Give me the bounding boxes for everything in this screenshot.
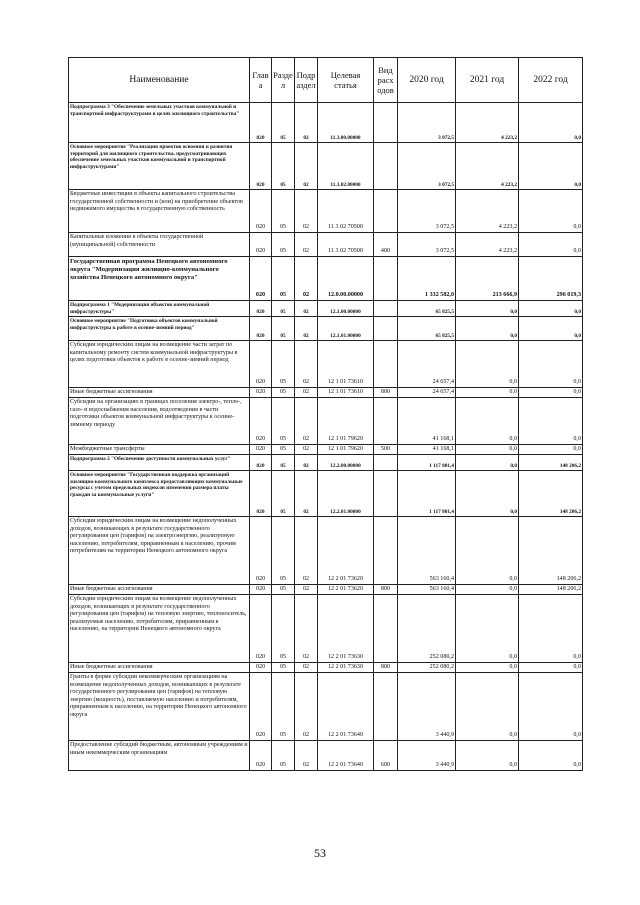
cell-2020: 24 657,4: [398, 388, 456, 398]
table-row: [69, 257, 583, 301]
cell-name: Подпрограмма 3 "Обеспечение земельных участков коммунальной и транспортной инфраструктурами в целях жилищного строительства": [69, 103, 250, 143]
cell-glava: 020: [250, 257, 272, 301]
cell-razdel: 05: [272, 595, 295, 663]
cell-podrazdel: 02: [295, 398, 318, 445]
cell-statya: 12 2 01 73640: [318, 673, 374, 741]
cell-2020: 3 440,9: [398, 741, 456, 771]
cell-2021: 0,0: [456, 471, 519, 517]
cell-podrazdel: 02: [295, 257, 318, 301]
cell-vid: [374, 103, 398, 143]
cell-2022: 148 206,2: [519, 517, 583, 585]
cell-podrazdel: 02: [295, 455, 318, 471]
cell-2021: 4 223,2: [456, 143, 519, 190]
cell-razdel: 05: [272, 257, 295, 301]
cell-podrazdel: 02: [295, 585, 318, 595]
cell-name: Подпрограмма 2 "Обеспечение доступности коммунальных услуг": [69, 455, 250, 471]
cell-vid: 800: [374, 388, 398, 398]
cell-glava: 020: [250, 517, 272, 585]
cell-2022: 148 206,2: [519, 455, 583, 471]
cell-2020: 65 825,5: [398, 301, 456, 317]
cell-statya: 12.2.01.00000: [318, 471, 374, 517]
table-row: [69, 673, 583, 741]
cell-glava: 020: [250, 673, 272, 741]
cell-vid: [374, 517, 398, 585]
cell-glava: 020: [250, 663, 272, 673]
table-row: [69, 233, 583, 257]
cell-2021: 0,0: [456, 585, 519, 595]
cell-podrazdel: 02: [295, 103, 318, 143]
cell-statya: 12.1.01.00000: [318, 317, 374, 341]
cell-statya: 11.3.02.00000: [318, 143, 374, 190]
cell-2020: 3 072,5: [398, 190, 456, 233]
cell-glava: 020: [250, 103, 272, 143]
cell-razdel: 05: [272, 663, 295, 673]
table-row: [69, 585, 583, 595]
cell-razdel: 05: [272, 143, 295, 190]
cell-razdel: 05: [272, 471, 295, 517]
table-row: [69, 103, 583, 143]
cell-name: Иные бюджетные ассигнования: [69, 388, 250, 398]
cell-glava: 020: [250, 341, 272, 388]
page-number: 53: [314, 846, 326, 860]
cell-statya: 11.3.00.00000: [318, 103, 374, 143]
cell-podrazdel: 02: [295, 741, 318, 771]
cell-glava: 020: [250, 190, 272, 233]
cell-name: Подпрограмма 1 "Модернизация объектов коммунальной инфраструктуры": [69, 301, 250, 317]
cell-name: Межбюджетные трансферты: [69, 445, 250, 455]
cell-name: Основное мероприятие "Реализация проектов освоения и развития территорий для жилищного строительства, предусматривающих обеспечение земельных участков коммунальной и транспортной инфраструктурами": [69, 143, 250, 190]
cell-2021: 213 666,9: [456, 257, 519, 301]
cell-name: Капитальные вложения в объекты государственной (муниципальной) собственности: [69, 233, 250, 257]
cell-2022: 0,0: [519, 595, 583, 663]
table-row: [69, 741, 583, 771]
header-row: [69, 58, 583, 103]
cell-razdel: 05: [272, 398, 295, 445]
cell-2021: 0,0: [456, 445, 519, 455]
cell-vid: 800: [374, 663, 398, 673]
cell-2022: 0,0: [519, 190, 583, 233]
cell-glava: 020: [250, 398, 272, 445]
cell-statya: 12 1 01 73610: [318, 388, 374, 398]
cell-glava: 020: [250, 445, 272, 455]
cell-vid: [374, 673, 398, 741]
table-row: [69, 455, 583, 471]
cell-2022: 0,0: [519, 301, 583, 317]
cell-2021: 4 223,2: [456, 233, 519, 257]
cell-statya: 12.2.00.00000: [318, 455, 374, 471]
table-row: [69, 190, 583, 233]
cell-name: Субсидии юридическим лицам на возмещение части затрат по капитальному ремонту систем коммунальной инфраструктуры в целях подготовки объектов к работе в осенне-зимний период: [69, 341, 250, 388]
cell-statya: 12 2 01 73630: [318, 663, 374, 673]
cell-razdel: 05: [272, 517, 295, 585]
table-row: [69, 595, 583, 663]
cell-statya: 12.0.00.00000: [318, 257, 374, 301]
cell-statya: 12 1 01 73610: [318, 341, 374, 388]
cell-razdel: 05: [272, 317, 295, 341]
cell-vid: [374, 341, 398, 388]
cell-razdel: 05: [272, 388, 295, 398]
cell-2021: 0,0: [456, 455, 519, 471]
cell-podrazdel: 02: [295, 233, 318, 257]
cell-name: Государственная программа Ненецкого автономного округа "Модернизация жилищно-коммунального хозяйства Ненецкого автономного округа": [69, 257, 250, 301]
table-body: [69, 103, 583, 771]
cell-glava: 020: [250, 741, 272, 771]
cell-statya: 12 2 01 73630: [318, 595, 374, 663]
cell-2022: 0,0: [519, 143, 583, 190]
cell-2020: 41 168,1: [398, 398, 456, 445]
cell-statya: 11 3 02 70500: [318, 190, 374, 233]
cell-vid: 400: [374, 233, 398, 257]
cell-glava: 020: [250, 471, 272, 517]
cell-vid: 600: [374, 741, 398, 771]
header-razdel: Разде л: [272, 58, 295, 103]
cell-2020: 563 160,4: [398, 585, 456, 595]
budget-table: [68, 57, 583, 771]
cell-2020: 3 072,5: [398, 233, 456, 257]
table-row: [69, 471, 583, 517]
cell-2022: 0,0: [519, 663, 583, 673]
cell-2021: 0,0: [456, 398, 519, 445]
header-vid: Вид расх одов: [374, 58, 398, 103]
cell-razdel: 05: [272, 455, 295, 471]
cell-2020: 41 168,1: [398, 445, 456, 455]
cell-vid: [374, 190, 398, 233]
cell-vid: [374, 317, 398, 341]
cell-razdel: 05: [272, 445, 295, 455]
cell-vid: [374, 398, 398, 445]
cell-2021: 0,0: [456, 388, 519, 398]
cell-name: Основное мероприятие "Подготовка объектов коммунальной инфраструктуры к работе в осенне-зимний период": [69, 317, 250, 341]
cell-name: Субсидии юридическим лицам на возмещение недополученных доходов, возникающих в результате государственного регулирования цен (тарифов) на электроэнергию, реализуемую населению, потребителям, приравненным к населению, прочим потребителям на территории Ненецкого автономного округа: [69, 517, 250, 585]
cell-2020: 1 117 801,4: [398, 455, 456, 471]
cell-2021: 4 223,2: [456, 190, 519, 233]
cell-podrazdel: 02: [295, 663, 318, 673]
cell-name: Гранты в форме субсидии некоммерческим организациям на возмещение недополученных доходов, возникающих в результате государственного регулирования цен (тарифов) на тепловую энергию (мощность), поставляемую населению и потребителям, приравненным к населению, на территории Ненецкого автономного округа: [69, 673, 250, 741]
cell-2020: 1 117 801,4: [398, 471, 456, 517]
cell-name: Предоставление субсидий бюджетным, автономным учреждениям и иным некоммерческим организациям: [69, 741, 250, 771]
table-row: [69, 388, 583, 398]
cell-podrazdel: 02: [295, 388, 318, 398]
cell-statya: 12.1.00.00000: [318, 301, 374, 317]
cell-podrazdel: 02: [295, 301, 318, 317]
cell-2022: 0,0: [519, 398, 583, 445]
cell-razdel: 05: [272, 741, 295, 771]
header-podrazdel: Подр аздел: [295, 58, 318, 103]
cell-vid: 800: [374, 585, 398, 595]
cell-2021: 0,0: [456, 673, 519, 741]
cell-2020: 252 080,2: [398, 595, 456, 663]
table-row: [69, 663, 583, 673]
cell-2022: 148 206,2: [519, 471, 583, 517]
cell-razdel: 05: [272, 585, 295, 595]
cell-2020: 1 332 582,0: [398, 257, 456, 301]
cell-podrazdel: 02: [295, 190, 318, 233]
cell-2021: 0,0: [456, 741, 519, 771]
cell-podrazdel: 02: [295, 341, 318, 388]
header-2021: 2021 год: [456, 58, 519, 103]
cell-2020: 3 072,5: [398, 143, 456, 190]
cell-glava: 020: [250, 233, 272, 257]
cell-podrazdel: 02: [295, 595, 318, 663]
cell-statya: 12 2 01 73640: [318, 741, 374, 771]
cell-vid: [374, 455, 398, 471]
cell-2020: 252 080,2: [398, 663, 456, 673]
header-name: Наименование: [69, 58, 250, 103]
table-row: [69, 143, 583, 190]
table-row: [69, 341, 583, 388]
cell-vid: [374, 143, 398, 190]
cell-name: Субсидии на организацию в границах поселения электро-, тепло-, газо- и водоснабжения населения, водоотведения в части подготовки объектов коммунальной инфраструктуры к осенне-зимнему периоду: [69, 398, 250, 445]
cell-name: Основное мероприятие "Государственная поддержка организаций жилищно-коммунального комплекса предоставляющих коммунальные ресурсы с учетом предельных индексов изменения размера платы граждан за коммунальные услуги": [69, 471, 250, 517]
cell-podrazdel: 02: [295, 143, 318, 190]
cell-2022: 0,0: [519, 103, 583, 143]
cell-2022: 0,0: [519, 341, 583, 388]
cell-razdel: 05: [272, 233, 295, 257]
cell-razdel: 05: [272, 301, 295, 317]
cell-podrazdel: 02: [295, 317, 318, 341]
cell-razdel: 05: [272, 190, 295, 233]
cell-2021: 0,0: [456, 663, 519, 673]
cell-glava: 020: [250, 388, 272, 398]
cell-2022: 0,0: [519, 673, 583, 741]
cell-glava: 020: [250, 585, 272, 595]
cell-2022: 0,0: [519, 741, 583, 771]
cell-statya: 12 1 01 79620: [318, 398, 374, 445]
cell-name: Субсидии юридическим лицам на возмещение недополученных доходов, возникающих в результате государственного регулирования цен (тарифов) на тепловую энергию, теплоноситель, реализуемые населению, потребителям, приравненным к населению, на территории Ненецкого автономного округа: [69, 595, 250, 663]
table-row: [69, 445, 583, 455]
cell-glava: 020: [250, 143, 272, 190]
cell-2021: 0,0: [456, 317, 519, 341]
cell-2020: 65 825,5: [398, 317, 456, 341]
cell-razdel: 05: [272, 673, 295, 741]
cell-vid: [374, 257, 398, 301]
header-2022: 2022 год: [519, 58, 583, 103]
cell-statya: 11 3 02 70500: [318, 233, 374, 257]
header-2020: 2020 год: [398, 58, 456, 103]
cell-2022: 0,0: [519, 233, 583, 257]
cell-glava: 020: [250, 595, 272, 663]
table-row: [69, 317, 583, 341]
table-row: [69, 517, 583, 585]
cell-name: Иные бюджетные ассигнования: [69, 663, 250, 673]
cell-2022: 0,0: [519, 388, 583, 398]
cell-2022: 0,0: [519, 445, 583, 455]
cell-glava: 020: [250, 455, 272, 471]
cell-2021: 4 223,2: [456, 103, 519, 143]
cell-2022: 148 206,2: [519, 585, 583, 595]
cell-name: Бюджетные инвестиции в объекты капитального строительства государственной собственности и (или) на приобретение объектов недвижимого имущества в государственную собственность: [69, 190, 250, 233]
cell-razdel: 05: [272, 341, 295, 388]
cell-2020: 3 440,9: [398, 673, 456, 741]
cell-glava: 020: [250, 317, 272, 341]
cell-2020: 24 657,4: [398, 341, 456, 388]
cell-statya: 12 2 01 73620: [318, 585, 374, 595]
cell-2021: 0,0: [456, 341, 519, 388]
cell-podrazdel: 02: [295, 471, 318, 517]
cell-2020: 3 072,5: [398, 103, 456, 143]
table-row: [69, 398, 583, 445]
cell-2021: 0,0: [456, 517, 519, 585]
cell-vid: [374, 595, 398, 663]
cell-podrazdel: 02: [295, 673, 318, 741]
cell-vid: [374, 301, 398, 317]
cell-vid: 500: [374, 445, 398, 455]
cell-razdel: 05: [272, 103, 295, 143]
cell-name: Иные бюджетные ассигнования: [69, 585, 250, 595]
cell-2020: 563 160,4: [398, 517, 456, 585]
cell-vid: [374, 471, 398, 517]
cell-glava: 020: [250, 301, 272, 317]
cell-podrazdel: 02: [295, 445, 318, 455]
cell-2022: 296 019,3: [519, 257, 583, 301]
cell-statya: 12 1 01 79620: [318, 445, 374, 455]
header-glava: Глав а: [250, 58, 272, 103]
table-row: [69, 301, 583, 317]
cell-2022: 0,0: [519, 317, 583, 341]
cell-2021: 0,0: [456, 301, 519, 317]
cell-2021: 0,0: [456, 595, 519, 663]
cell-statya: 12 2 01 73620: [318, 517, 374, 585]
cell-podrazdel: 02: [295, 517, 318, 585]
header-statya: Целевая статья: [318, 58, 374, 103]
